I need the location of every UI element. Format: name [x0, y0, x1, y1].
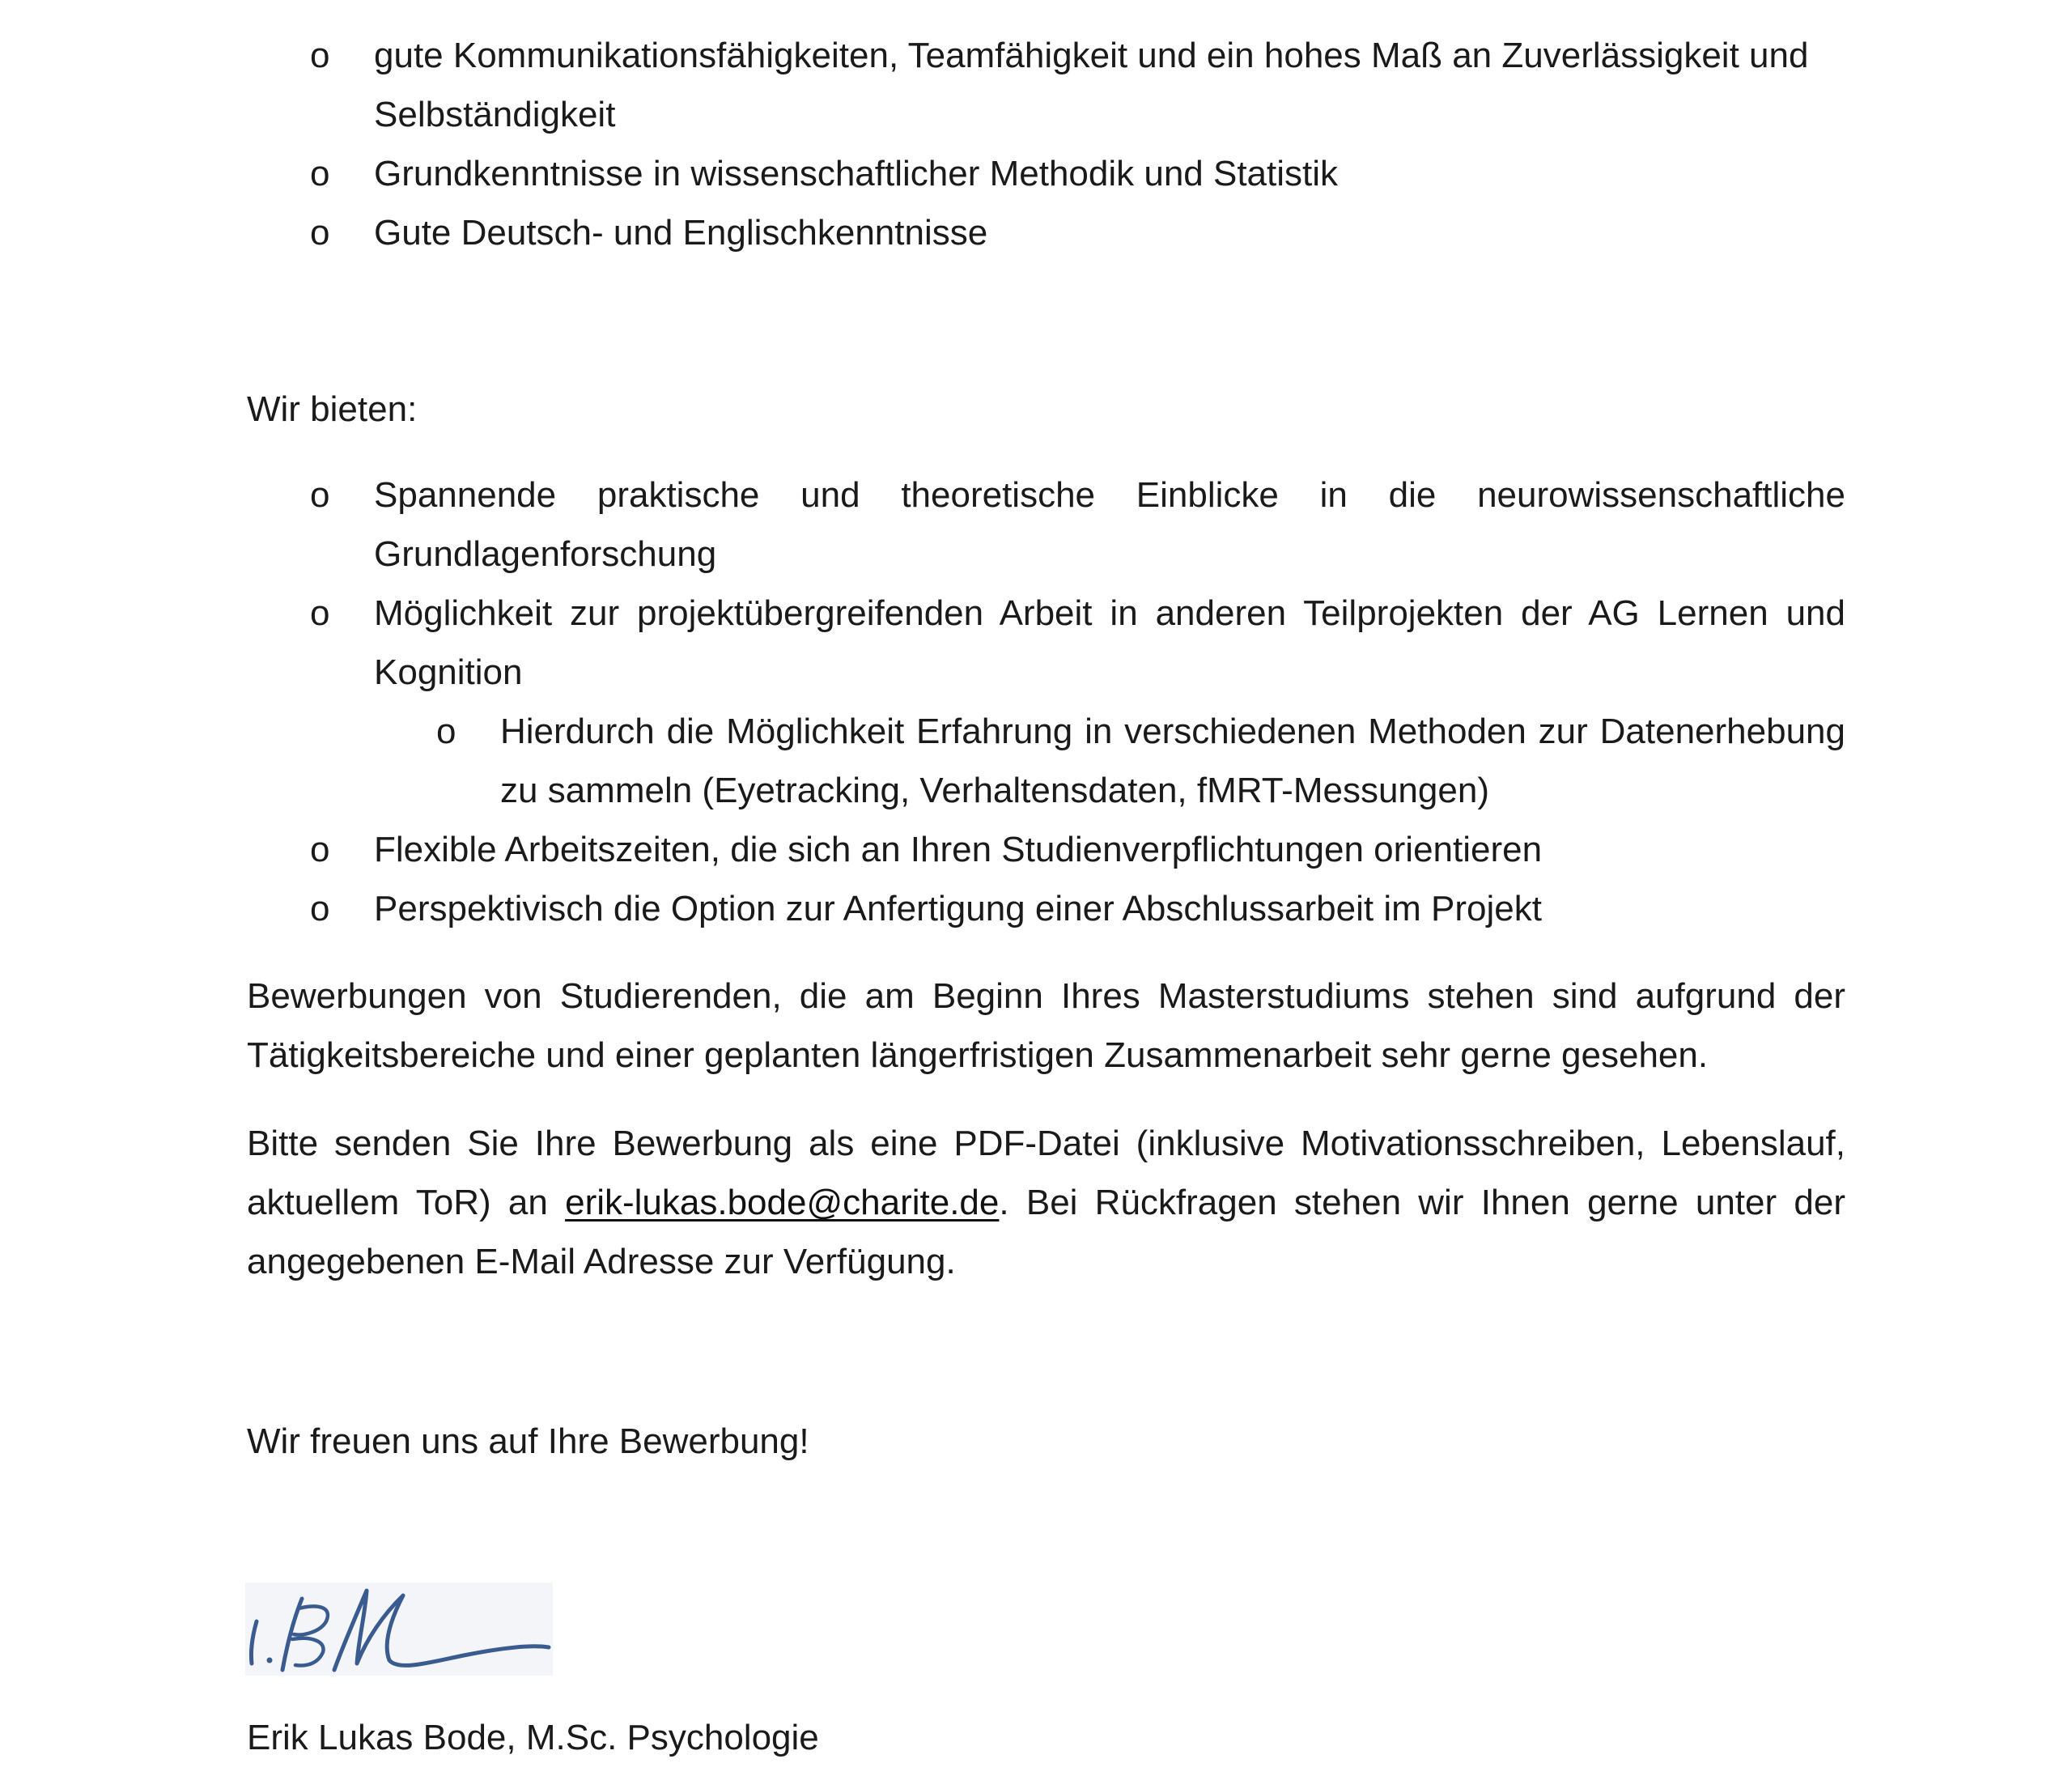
application-text-before: Bitte senden Sie Ihre Bewerbung als eine PDF-Datei (inklusive Motivationsschreiben, Lebenslauf, aktuellem ToR) an — [247, 1124, 1845, 1222]
bullet-marker: o — [310, 213, 330, 253]
bullet-marker: o — [310, 593, 330, 633]
closing-line: Wir freuen uns auf Ihre Bewerbung! — [247, 1421, 809, 1461]
offer-list — [247, 465, 1845, 938]
signature-image — [245, 1583, 553, 1676]
signature-dot — [267, 1658, 273, 1663]
offer-subitem — [247, 702, 1845, 820]
requirements-list — [247, 26, 1845, 262]
bullet-marker: o — [310, 889, 330, 928]
requirement-item — [247, 203, 1845, 262]
requirement-item — [247, 144, 1845, 203]
signature-drawing — [245, 1583, 553, 1676]
offer-heading: Wir bieten: — [247, 389, 418, 429]
bullet-marker: o — [436, 712, 456, 751]
offer-item — [247, 465, 1845, 584]
signature-stroke — [251, 1621, 257, 1663]
offer-item — [247, 820, 1845, 879]
requirement-text: Gute Deutsch- und Englischkenntnisse — [374, 213, 988, 253]
offer-item — [247, 584, 1845, 702]
email-link[interactable]: erik-lukas.bode@charite.de — [565, 1183, 1000, 1222]
bullet-marker: o — [310, 154, 330, 193]
signatory-name: Erik Lukas Bode, M.Sc. Psychologie — [247, 1718, 819, 1757]
bullet-marker: o — [310, 475, 330, 515]
offer-text: Möglichkeit zur projektübergreifenden Arbeit in anderen Teilprojekten der AG Lernen und Kognition — [374, 593, 1845, 692]
offer-text: Perspektivisch die Option zur Anfertigung einer Abschlussarbeit im Projekt — [374, 889, 1542, 928]
offer-list-container — [247, 465, 1845, 938]
signature-stroke — [334, 1591, 549, 1670]
offer-text: Flexible Arbeitszeiten, die sich an Ihren Studienverpflichtungen orientieren — [374, 830, 1543, 869]
requirement-text: gute Kommunikationsfähigkeiten, Teamfähigkeit und ein hohes Maß an Zuverlässigkeit und Selbständigkeit — [374, 36, 1809, 134]
requirements-list-container — [247, 26, 1845, 262]
bullet-marker: o — [310, 36, 330, 75]
requirement-item — [247, 26, 1845, 144]
bullet-marker: o — [310, 830, 330, 869]
requirement-text: Grundkenntnisse in wissenschaftlicher Methodik und Statistik — [374, 154, 1339, 193]
offer-subitem-text: Hierdurch die Möglichkeit Erfahrung in verschiedenen Methoden zur Datenerhebung zu sammeln (Eyetracking, Verhaltensdaten, fMRT-Messungen) — [500, 712, 1845, 810]
application-text-after: . Bei Rückfragen stehen wir Ihnen gerne unter der angegebenen E-Mail Adresse zur Verfügung. — [247, 1183, 1845, 1281]
offer-text: Spannende praktische und theoretische Einblicke in die neurowissenschaftliche Grundlagenforschung — [374, 475, 1845, 574]
application-paragraph — [247, 1114, 1845, 1291]
offer-item — [247, 879, 1845, 938]
signature-stroke — [292, 1638, 324, 1666]
applicants-paragraph: Bewerbungen von Studierenden, die am Beginn Ihres Masterstudiums stehen sind aufgrund der Tätigkeitsbereiche und einer geplanten längerfristigen Zusammenarbeit sehr gerne gesehen. — [247, 976, 1845, 1075]
